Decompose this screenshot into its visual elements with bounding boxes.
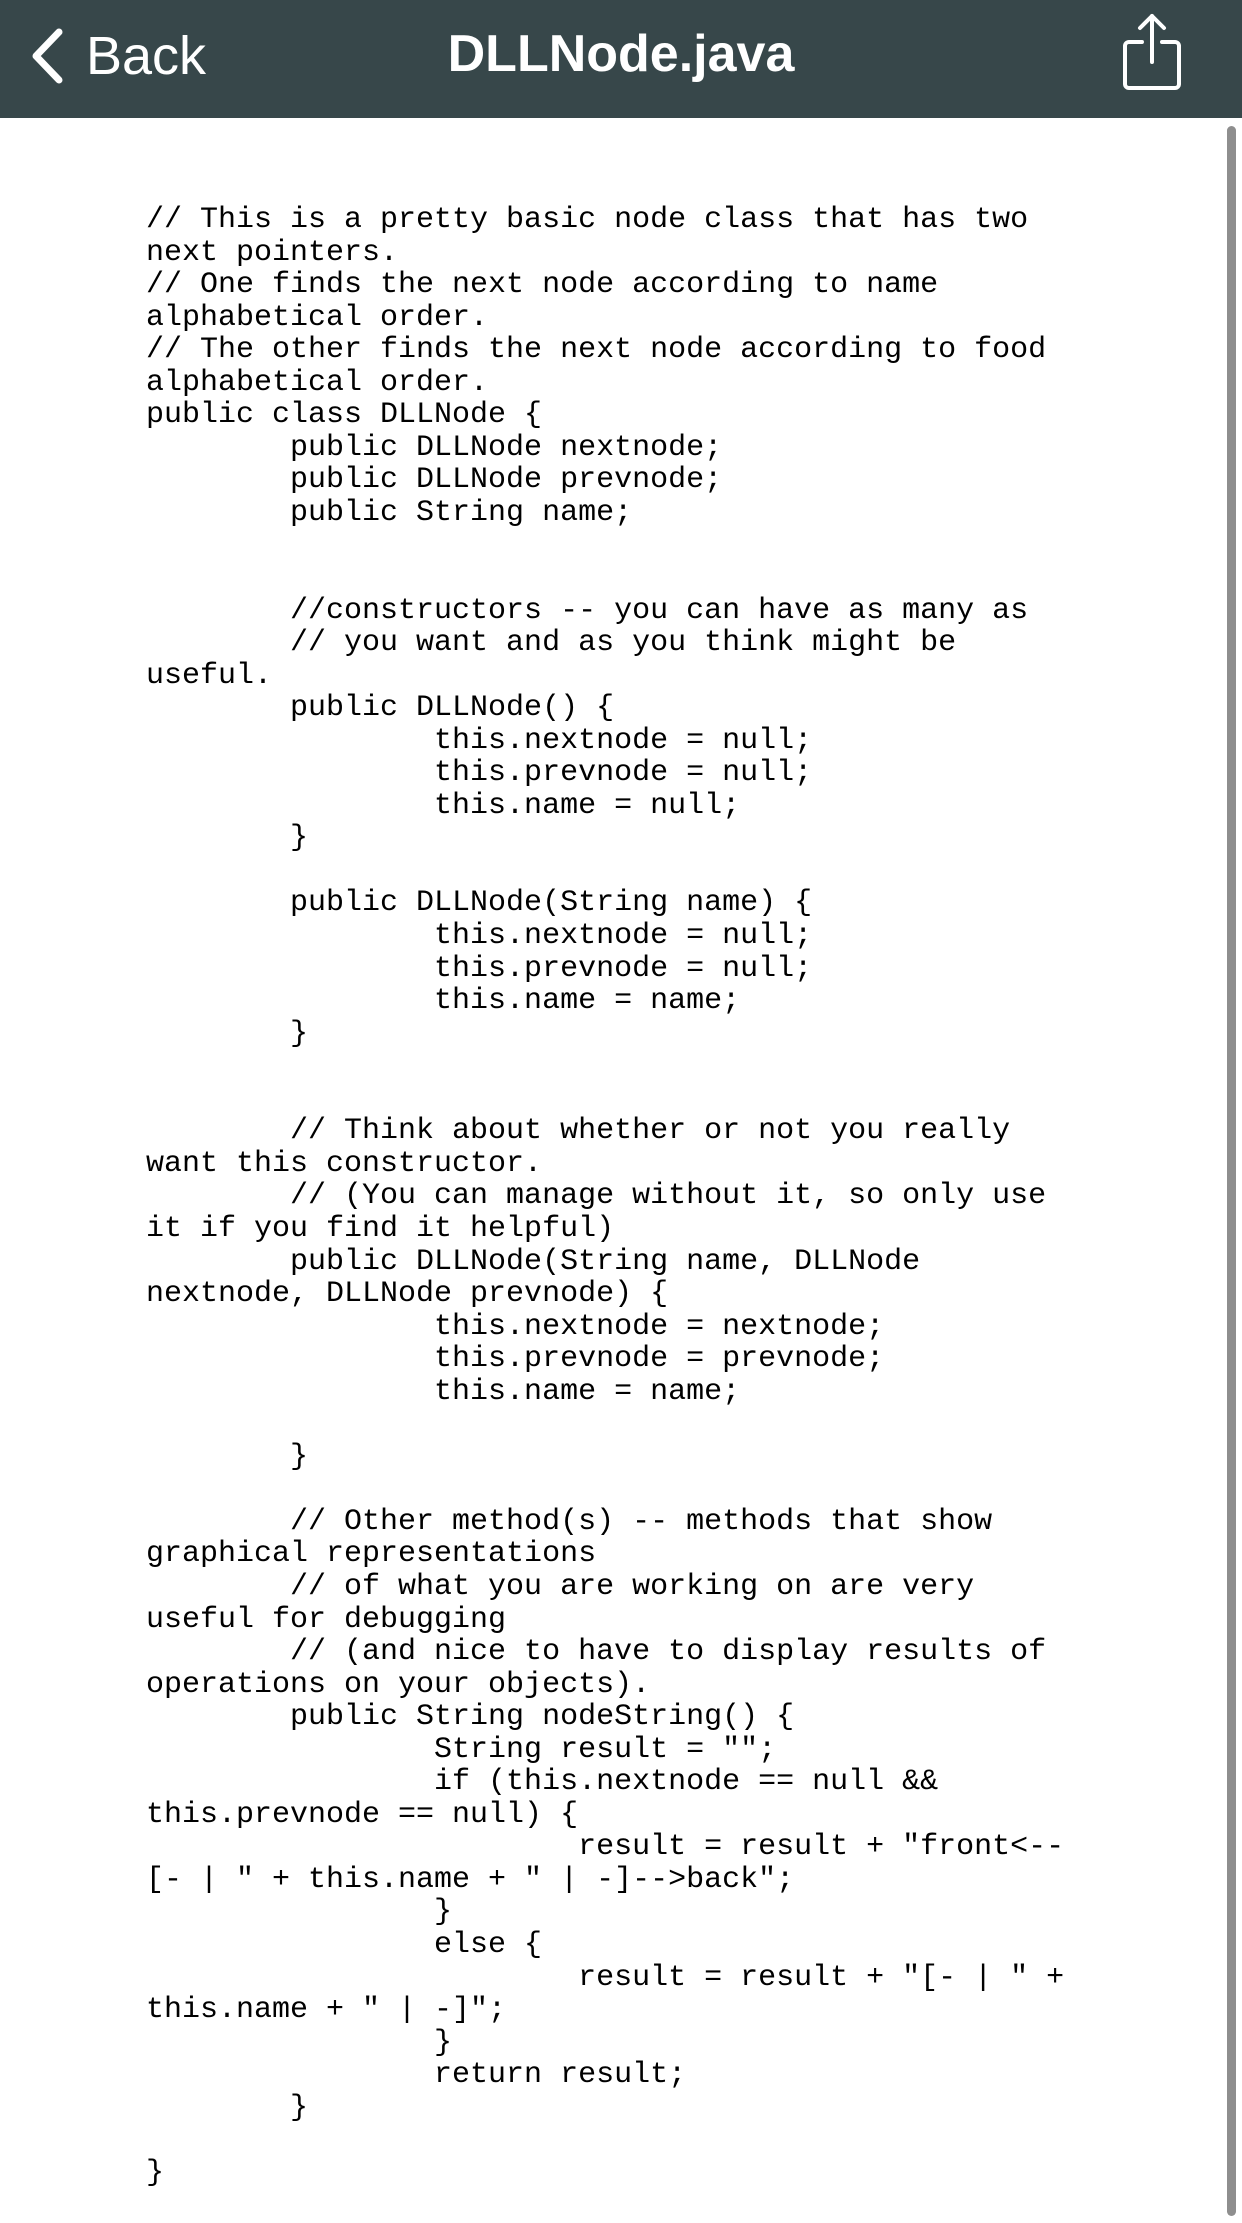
share-icon: [1120, 79, 1184, 96]
file-viewer[interactable]: [0, 118, 1242, 2223]
share-button[interactable]: [1120, 12, 1184, 92]
page-title: DLLNode.java: [447, 25, 795, 83]
nav-bar: [0, 0, 1242, 118]
code-text: // This is a pretty basic node class that has two next pointers. // One finds the next node according to name alphabetical order. // The other finds the next node according to food alphabetical order. public class DLLNode { public DLLNode nextnode; public DLLNode prevnode; public String name; //constructors -- you can have as many as // you want and as you think might be useful. public DLLNode() { this.nextnode = null; this.prevnode = null; this.name = null; } public DLLNode(String name) { this.nextnode = null; this.prevnode = null; this.name = name; } // Think about whether or not you really want this constructor. // (You can manage without it, so only use it if you find it helpful) public DLLNode(String name, DLLNode nextnode, DLLNode prevnode) { this.nextnode = nextnode; this.prevnode = prevnode; this.name = name; } // Other method(s) -- methods that show graphical representations // of what you are working on are very useful for debugging // (and nice to have to display results of operations on your objects). public String nodeString() { String result = ""; if (this.nextnode == null && this.prevnode == null) { result = result + "front<-- [- | " + this.name + " | -]-->back"; } else { result = result + "[- | " + this.name + " | -]"; } return result; } }: [146, 203, 1065, 2190]
scrollbar[interactable]: [1227, 126, 1236, 2216]
chevron-left-icon: [30, 28, 64, 84]
back-label: Back: [86, 26, 207, 86]
back-button[interactable]: [30, 20, 206, 92]
